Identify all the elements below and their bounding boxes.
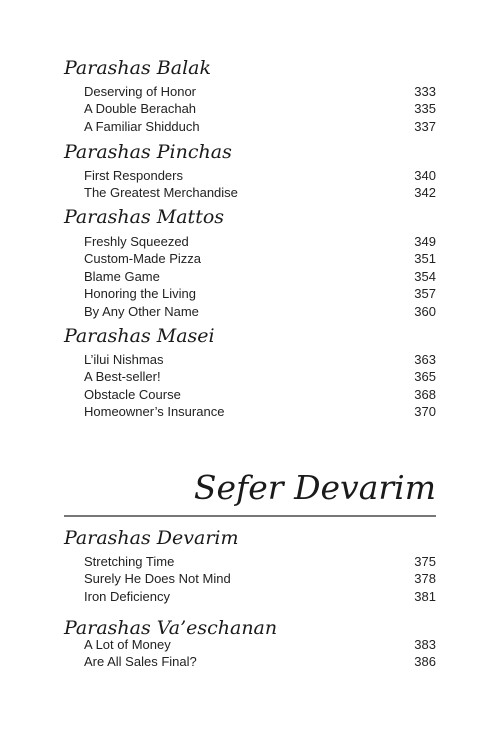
entry-title: By Any Other Name — [84, 304, 199, 319]
entry-page-number: 354 — [414, 269, 436, 284]
entry-page-number: 335 — [414, 101, 436, 116]
entry-title: Obstacle Course — [84, 387, 181, 402]
entry-title: Stretching Time — [84, 554, 175, 569]
entry-title: The Greatest Merchandise — [84, 185, 238, 200]
toc-entry — [84, 553, 436, 571]
entry-page-number: 363 — [414, 352, 436, 367]
entry-page-number: 370 — [414, 404, 436, 419]
entry-page-number: 337 — [414, 119, 436, 134]
toc-entry — [84, 184, 436, 202]
toc-entry — [84, 285, 436, 303]
entry-page-number: 365 — [414, 369, 436, 384]
entry-title: Honoring the Living — [84, 286, 197, 301]
sefer-title: Sefer Devarim — [193, 468, 436, 507]
parasha-heading: Parashas Va’eschanan — [64, 617, 278, 639]
parasha-heading: Parashas Devarim — [64, 527, 239, 549]
toc-entry — [84, 570, 436, 588]
toc-entry — [84, 368, 436, 386]
entry-page-number: 386 — [414, 654, 436, 669]
toc-entry — [84, 83, 436, 101]
entry-page-number: 349 — [414, 234, 436, 249]
parasha-heading: Parashas Masei — [64, 325, 215, 347]
toc-entry — [84, 588, 436, 606]
entry-page-number: 381 — [414, 589, 436, 604]
entry-title: Iron Deficiency — [84, 589, 170, 604]
entry-title: L’ilui Nishmas — [84, 352, 164, 367]
entry-title: A Lot of Money — [84, 637, 171, 652]
toc-entry — [84, 303, 436, 321]
entry-title: Deserving of Honor — [84, 84, 196, 99]
entry-title: A Best-seller! — [84, 369, 161, 384]
entry-page-number: 368 — [414, 387, 436, 402]
parasha-heading: Parashas Mattos — [64, 206, 225, 228]
toc-entry — [84, 167, 436, 185]
toc-entry — [84, 100, 436, 118]
toc-entry — [84, 403, 436, 421]
divider — [64, 515, 436, 517]
toc-entry — [84, 268, 436, 286]
toc-entry — [84, 250, 436, 268]
entry-title: First Responders — [84, 168, 183, 183]
entry-page-number: 333 — [414, 84, 436, 99]
entry-page-number: 383 — [414, 637, 436, 652]
entry-page-number: 378 — [414, 571, 436, 586]
parasha-heading: Parashas Balak — [64, 57, 211, 79]
entry-title: Freshly Squeezed — [84, 234, 189, 249]
entry-page-number: 342 — [414, 185, 436, 200]
toc-entry — [84, 233, 436, 251]
entry-page-number: 360 — [414, 304, 436, 319]
entry-page-number: 340 — [414, 168, 436, 183]
toc-entry — [84, 636, 436, 654]
entry-page-number: 375 — [414, 554, 436, 569]
entry-title: A Double Berachah — [84, 101, 197, 116]
toc-entry — [84, 118, 436, 136]
toc-entry — [84, 386, 436, 404]
entry-title: A Familiar Shidduch — [84, 119, 200, 134]
toc-entry — [84, 351, 436, 369]
entry-page-number: 351 — [414, 251, 436, 266]
entry-page-number: 357 — [414, 286, 436, 301]
entry-title: Are All Sales Final? — [84, 654, 197, 669]
entry-title: Homeowner’s Insurance — [84, 404, 225, 419]
toc-entry — [84, 653, 436, 671]
entry-title: Blame Game — [84, 269, 160, 284]
entry-title: Surely He Does Not Mind — [84, 571, 231, 586]
entry-title: Custom-Made Pizza — [84, 251, 202, 266]
parasha-heading: Parashas Pinchas — [64, 141, 232, 163]
